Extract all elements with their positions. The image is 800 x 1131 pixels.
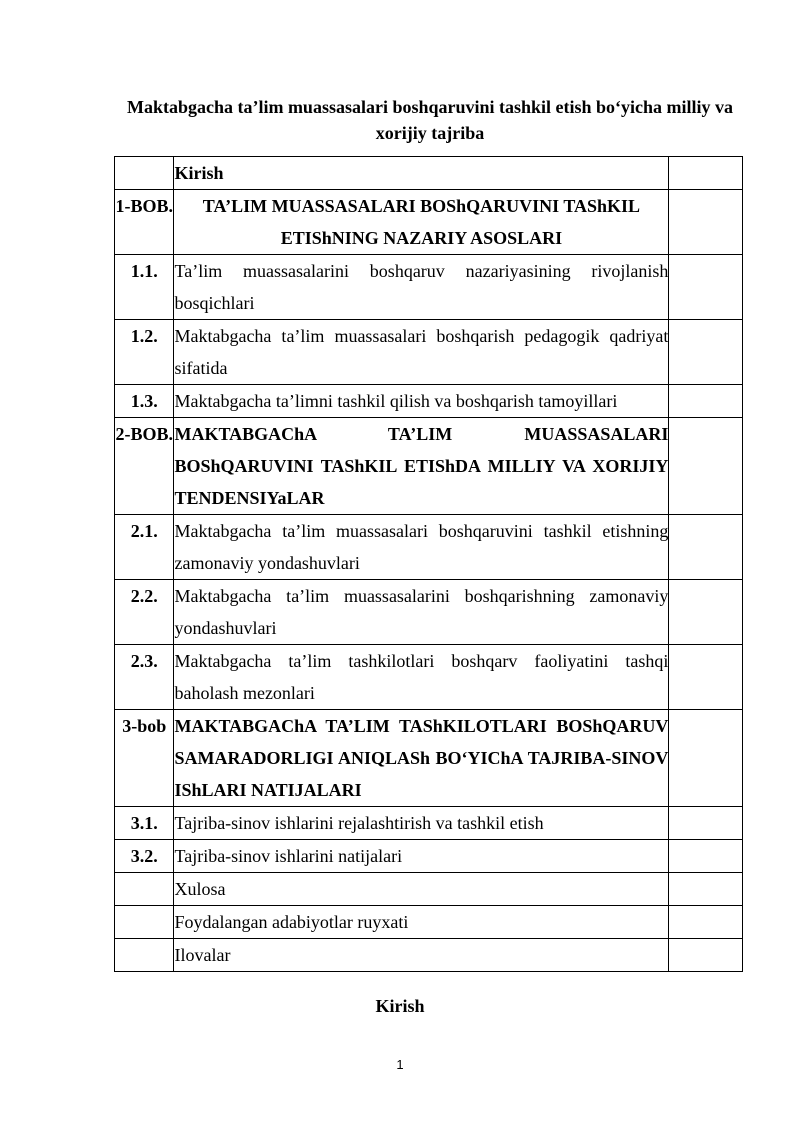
document-title: Maktabgacha ta’lim muassasalari boshqaruvini tashkil etish bo‘yicha milliy va xorijiy tajriba: [126, 97, 734, 143]
toc-page-cell: [669, 418, 743, 515]
table-row: [115, 515, 743, 580]
table-row: [115, 645, 743, 710]
table-row: [115, 906, 743, 939]
toc-entry: Ta’lim muassasalarini boshqaruv nazariyasining rivojlanish bosqichlari: [174, 255, 669, 320]
toc-page-cell: [669, 710, 743, 807]
toc-entry: Tajriba-sinov ishlarini natijalari: [174, 840, 669, 873]
toc-number: 3.1.: [115, 807, 174, 840]
table-of-contents: [114, 156, 743, 972]
toc-page-cell: [669, 645, 743, 710]
toc-page-cell: [669, 906, 743, 939]
toc-entry: Maktabgacha ta’lim muassasalari boshqaruvini tashkil etishning zamonaviy yondashuvlari: [174, 515, 669, 580]
toc-page-cell: [669, 157, 743, 190]
toc-page-cell: [669, 840, 743, 873]
table-row: [115, 418, 743, 515]
table-row: [115, 580, 743, 645]
toc-page-cell: [669, 515, 743, 580]
table-row: [115, 320, 743, 385]
toc-page-cell: [669, 807, 743, 840]
toc-entry: MAKTABGAChA TA’LIM TAShKILOTLARI BOShQARUV SAMARADORLIGI ANIQLASh BO‘YIChA TAJRIBA-SINOV IShLARI NATIJALARI: [174, 710, 669, 807]
toc-page-cell: [669, 255, 743, 320]
toc-entry: Maktabgacha ta’lim tashkilotlari boshqarv faoliyatini tashqi baholash mezonlari: [174, 645, 669, 710]
toc-number: 1.3.: [115, 385, 174, 418]
toc-number: [115, 873, 174, 906]
toc-number: 3.2.: [115, 840, 174, 873]
toc-entry: Ilovalar: [174, 939, 669, 972]
toc-entry: Maktabgacha ta’lim muassasalari boshqarish pedagogik qadriyat sifatida: [174, 320, 669, 385]
table-row: [115, 710, 743, 807]
toc-entry: Maktabgacha ta’lim muassasalarini boshqarishning zamonaviy yondashuvlari: [174, 580, 669, 645]
toc-page-cell: [669, 320, 743, 385]
toc-entry: TA’LIM MUASSASALARI BOShQARUVINI TAShKIL ETIShNING NAZARIY ASOSLARI: [174, 190, 669, 255]
toc-number: 2.2.: [115, 580, 174, 645]
toc-number: [115, 157, 174, 190]
section-heading: Kirish: [375, 996, 425, 1016]
toc-entry: MAKTABGAChA TA’LIM MUASSASALARI BOShQARUVINI TAShKIL ETIShDA MILLIY VA XORIJIY TENDENSIYaLAR: [174, 418, 669, 515]
table-row: [115, 190, 743, 255]
table-row: [115, 840, 743, 873]
toc-page-cell: [669, 939, 743, 972]
toc-number: 1-BOB.: [115, 190, 174, 255]
toc-number: [115, 906, 174, 939]
table-row: [115, 939, 743, 972]
toc-entry: Maktabgacha ta’limni tashkil qilish va boshqarish tamoyillari: [174, 385, 669, 418]
toc-entry: Kirish: [174, 157, 669, 190]
toc-number: 1.2.: [115, 320, 174, 385]
toc-number: 2.1.: [115, 515, 174, 580]
toc-entry: Xulosa: [174, 873, 669, 906]
page-number: 1: [396, 1057, 404, 1072]
toc-number: 2-BOB.: [115, 418, 174, 515]
table-row: [115, 157, 743, 190]
toc-number: 2.3.: [115, 645, 174, 710]
toc-number: 3-bob: [115, 710, 174, 807]
table-row: [115, 807, 743, 840]
toc-page-cell: [669, 873, 743, 906]
toc-number: 1.1.: [115, 255, 174, 320]
table-row: [115, 255, 743, 320]
toc-page-cell: [669, 190, 743, 255]
toc-page-cell: [669, 385, 743, 418]
toc-number: [115, 939, 174, 972]
toc-entry: Foydalangan adabiyotlar ruyxati: [174, 906, 669, 939]
toc-entry: Tajriba-sinov ishlarini rejalashtirish va tashkil etish: [174, 807, 669, 840]
table-row: [115, 873, 743, 906]
table-row: [115, 385, 743, 418]
toc-page-cell: [669, 580, 743, 645]
